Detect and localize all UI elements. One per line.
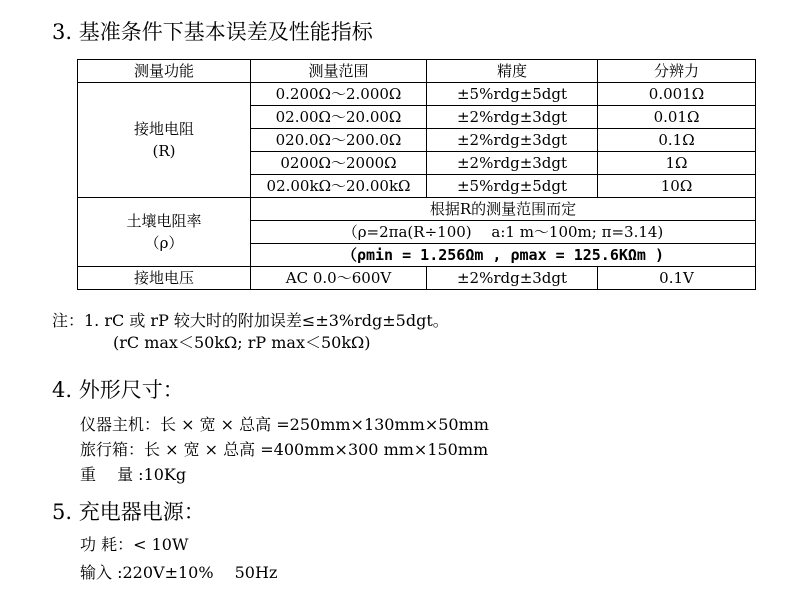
weight: 重 量 :10Kg xyxy=(80,465,187,484)
ground-voltage-label: 接地电压 xyxy=(78,267,251,290)
ground-resistance-label-line1: 接地电阻 xyxy=(133,120,194,138)
header-range: 测量范围 xyxy=(251,60,427,83)
power-input: 输入 :220V±10% 50Hz xyxy=(80,563,278,582)
spec-table xyxy=(77,59,756,290)
range-cell: 020.0Ω～200.0Ω xyxy=(251,129,427,152)
ground-resistance-label xyxy=(78,83,251,198)
table-row xyxy=(78,83,756,106)
resolution-cell: 10Ω xyxy=(598,175,756,198)
soil-resistivity-label-line1: 土壤电阻率 xyxy=(126,212,202,230)
soil-resistivity-label xyxy=(78,198,251,267)
range-cell: 0.200Ω～2.000Ω xyxy=(251,83,427,106)
power-consumption: 功 耗：< 10W xyxy=(80,535,189,554)
resolution-cell: 0.1Ω xyxy=(598,129,756,152)
header-accuracy: 精度 xyxy=(427,60,598,83)
dimensions-main-unit: 仪器主机：长 × 宽 × 总高 =250mm×130mm×50mm xyxy=(80,415,489,434)
resolution-cell: 1Ω xyxy=(598,152,756,175)
soil-resistivity-note: 根据R的测量范围而定 xyxy=(251,198,756,221)
accuracy-cell: ±5%rdg±5dgt xyxy=(427,83,598,106)
table-header-row xyxy=(78,60,756,83)
ground-resistance-label-line2: (R) xyxy=(152,142,176,160)
header-function: 测量功能 xyxy=(78,60,251,83)
range-cell: 02.00kΩ～20.00kΩ xyxy=(251,175,427,198)
resolution-cell: 0.1V xyxy=(598,267,756,290)
soil-resistivity-formula: （ρ=2πa(R÷100) a:1 m～100m; π=3.14) xyxy=(251,221,756,244)
accuracy-cell: ±2%rdg±3dgt xyxy=(427,267,598,290)
accuracy-cell: ±5%rdg±5dgt xyxy=(427,175,598,198)
note-line-1: 注：1. rC 或 rP 较大时的附加误差≤±3%rdg±5dgt。 xyxy=(52,311,449,330)
range-cell: AC 0.0～600V xyxy=(251,267,427,290)
soil-resistivity-label-line2: （ρ） xyxy=(144,234,184,252)
accuracy-cell: ±2%rdg±3dgt xyxy=(427,152,598,175)
accuracy-cell: ±2%rdg±3dgt xyxy=(427,129,598,152)
note-line-2: (rC max＜50kΩ; rP max＜50kΩ) xyxy=(113,333,371,352)
accuracy-cell: ±2%rdg±3dgt xyxy=(427,106,598,129)
header-resolution: 分辨力 xyxy=(598,60,756,83)
table-row xyxy=(78,198,756,221)
table-row xyxy=(78,267,756,290)
range-cell: 0200Ω～2000Ω xyxy=(251,152,427,175)
soil-resistivity-limits: （ρmin = 1.256Ωm , ρmax = 125.6KΩm ) xyxy=(251,244,756,267)
resolution-cell: 0.001Ω xyxy=(598,83,756,106)
resolution-cell: 0.01Ω xyxy=(598,106,756,129)
range-cell: 02.00Ω～20.00Ω xyxy=(251,106,427,129)
dimensions-case: 旅行箱：长 × 宽 × 总高 =400mm×300 mm×150mm xyxy=(80,440,489,459)
section-4-title: 4. 外形尺寸： xyxy=(52,378,184,402)
section-5-title: 5. 充电器电源： xyxy=(52,500,205,524)
section-3-title: 3. 基准条件下基本误差及性能指标 xyxy=(52,20,373,44)
